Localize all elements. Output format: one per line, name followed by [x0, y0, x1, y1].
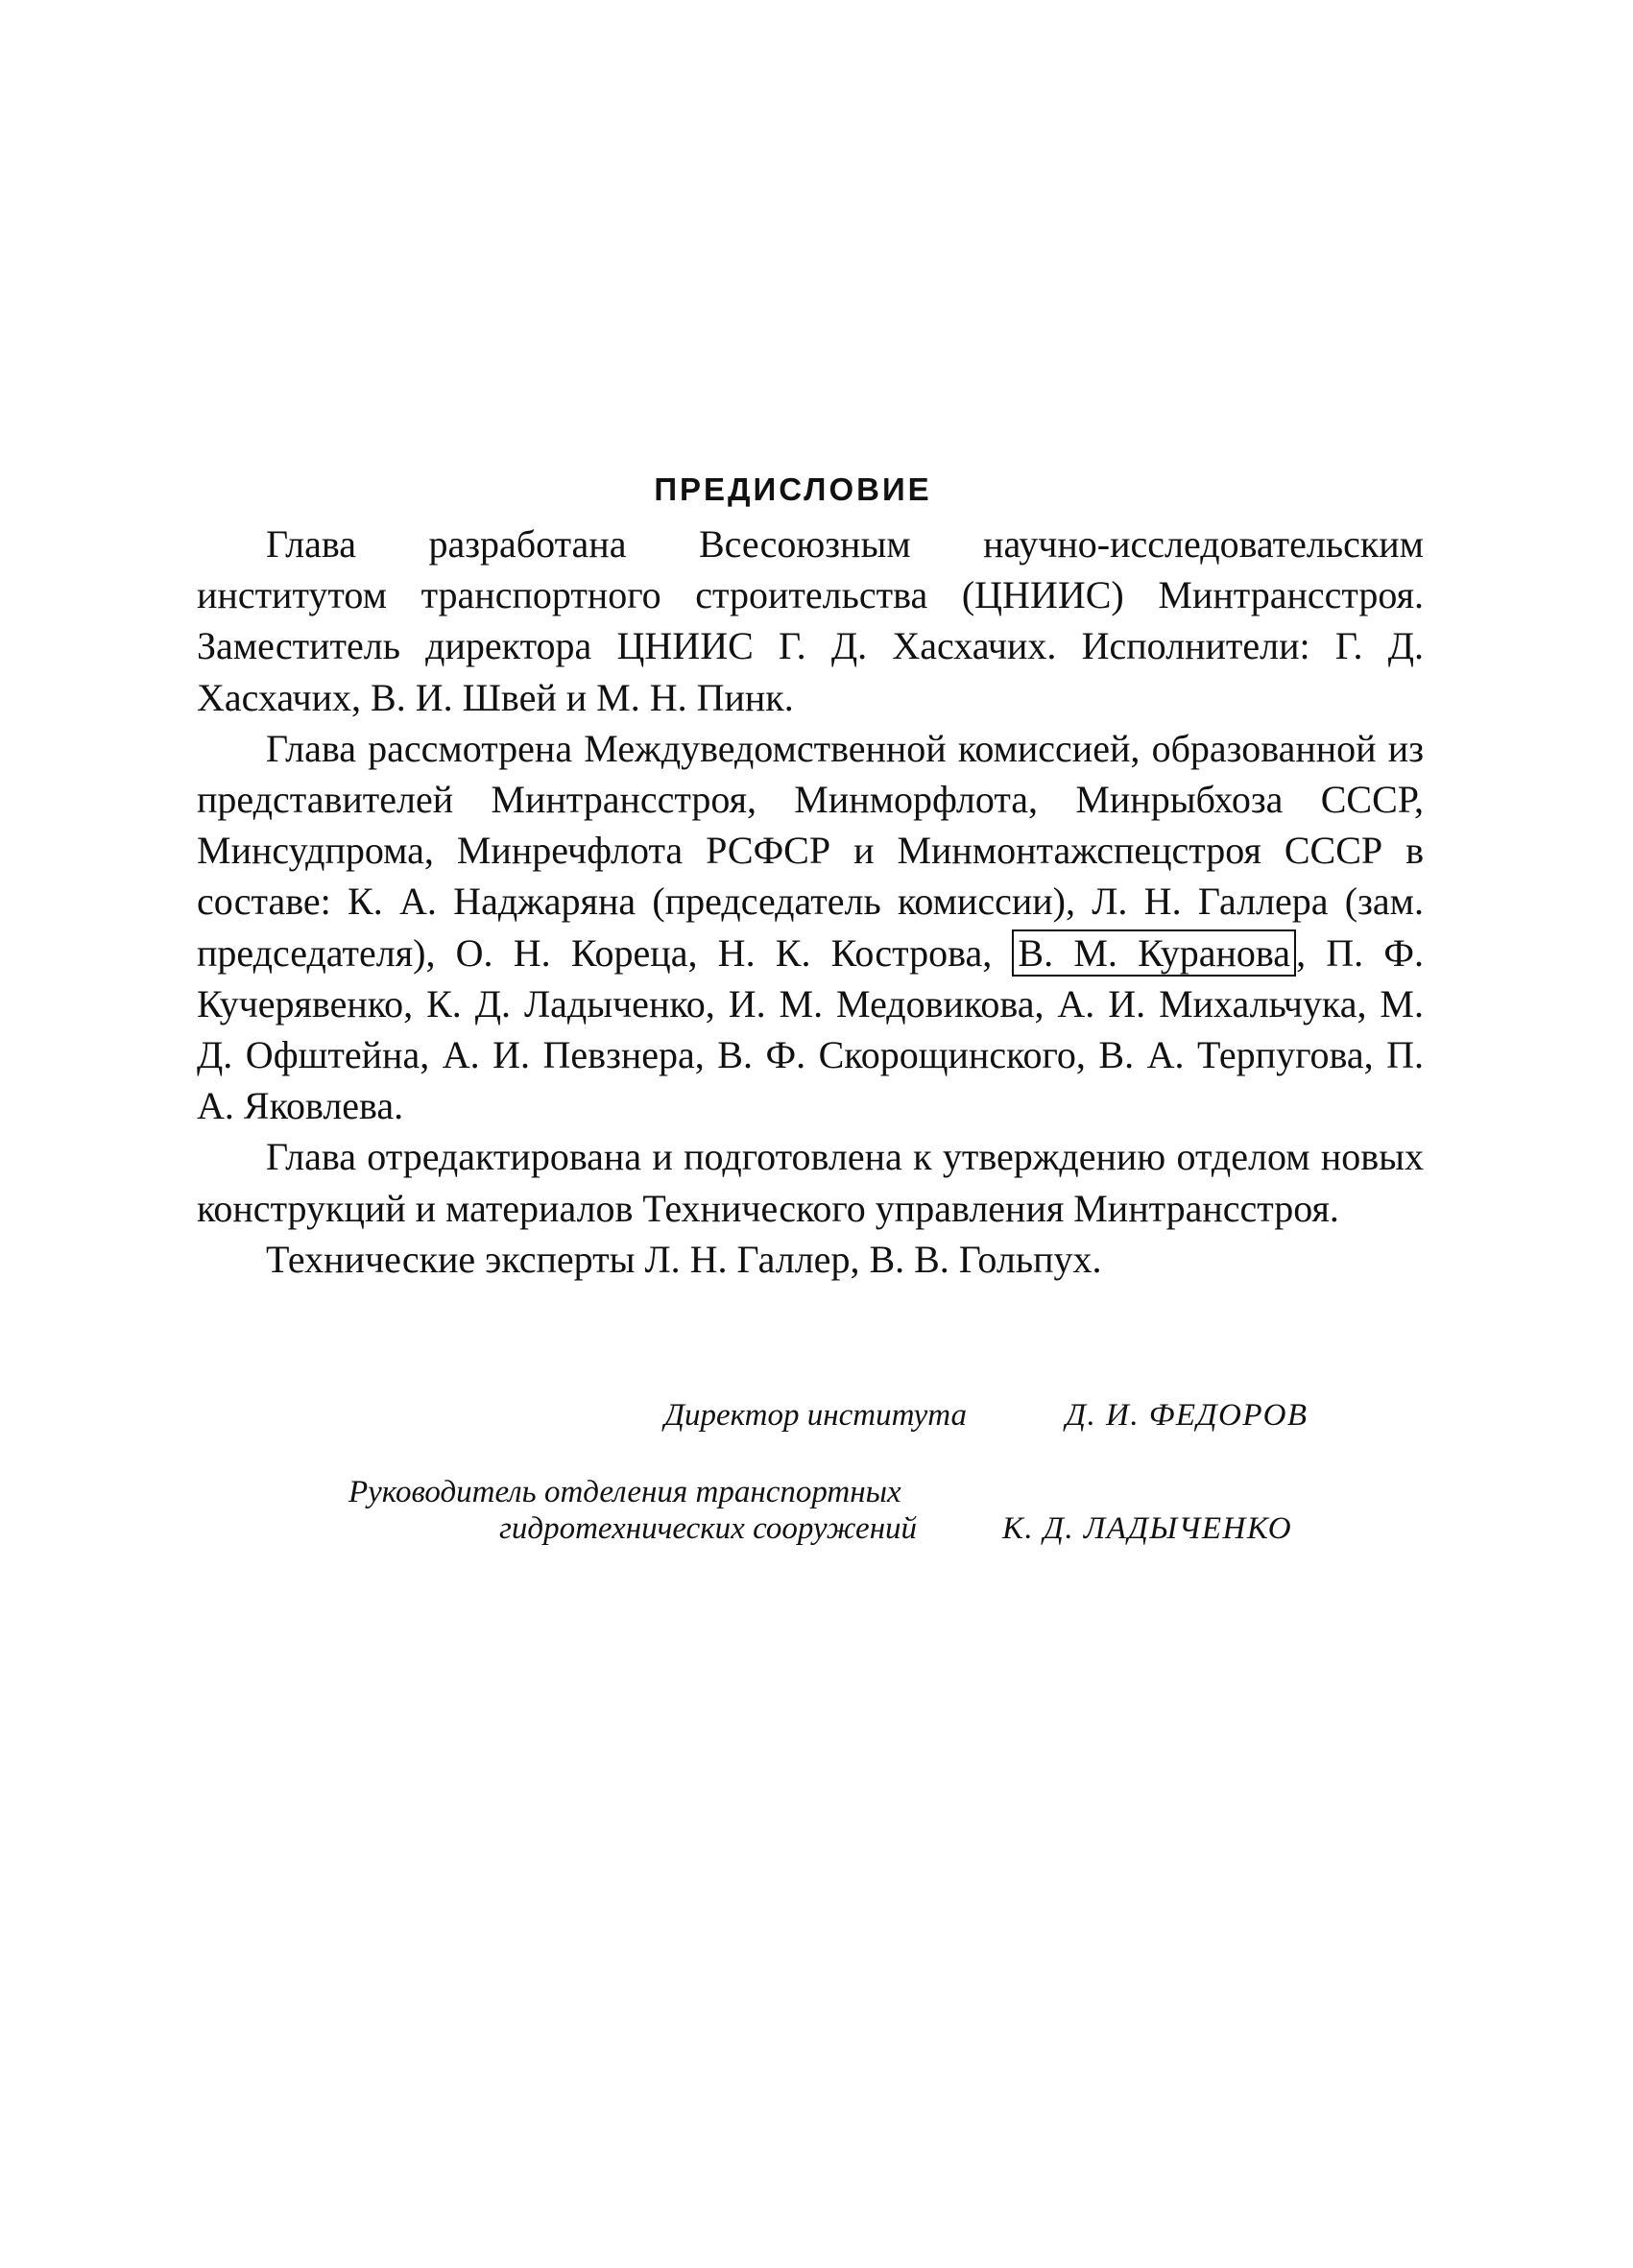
paragraph-editing: Глава отредактирована и подготовлена к утверждению отделом новых конструкций и материалов Технического управления Минтрансстроя.	[197, 1135, 1424, 1230]
signature-director	[326, 1397, 1363, 1434]
signature-head	[326, 1510, 1363, 1547]
commission-text-end: , П. Ф. Кучерявенко, К. Д. Ладыченко, И. М. Медовикова, А. И. Михальчука, М. Д. Офштейна, А. И. Певзнера, В. Ф. Скорощинского, В. А. Терпугова, П. А. Яковлева.	[197, 930, 1424, 1128]
signature-block	[326, 1397, 1363, 1547]
preface-body	[197, 519, 1424, 1285]
paragraph-commission	[197, 723, 1424, 1132]
signature-name: Д. И. ФЕДОРОВ	[1066, 1398, 1309, 1433]
signature-head-role-line-1	[326, 1474, 1363, 1510]
commission-text-start: Глава рассмотрена Междуведомственной комиссией, образованной из представителей Минтрансстроя, Минморфлота, Минрыбхоза СССР, Минсудпрома, Минречфлота РСФСР и Минмонтажспецстроя СССР в составе: К. А. Наджаряна (председатель комиссии), Л. Н. Галлера (зам. председателя), О. Н. Кореца, Н. К. Кострова,	[197, 726, 1424, 975]
signature-role: Директор института	[664, 1398, 967, 1433]
boxed-name: В. М. Куранова	[1012, 929, 1296, 977]
paragraph-experts: Технические эксперты Л. Н. Галлер, В. В. Гольпух.	[266, 1237, 1102, 1281]
signature-name: К. Д. ЛАДЫЧЕНКО	[1002, 1511, 1293, 1546]
signature-role: Руководитель отделения транспортных	[348, 1475, 901, 1509]
signature-role: гидротехнических сооружений	[499, 1511, 918, 1546]
paragraph-development: Глава разработана Всесоюзным научно-исследовательским институтом транспортного строительства (ЦНИИС) Минтрансстроя. Заместитель директора ЦНИИС Г. Д. Хасхачих. Исполнители: Г. Д. Хасхачих, В. И. Швей и М. Н. Пинк.	[197, 522, 1424, 719]
page-title: ПРЕДИСЛОВИЕ	[654, 471, 932, 507]
